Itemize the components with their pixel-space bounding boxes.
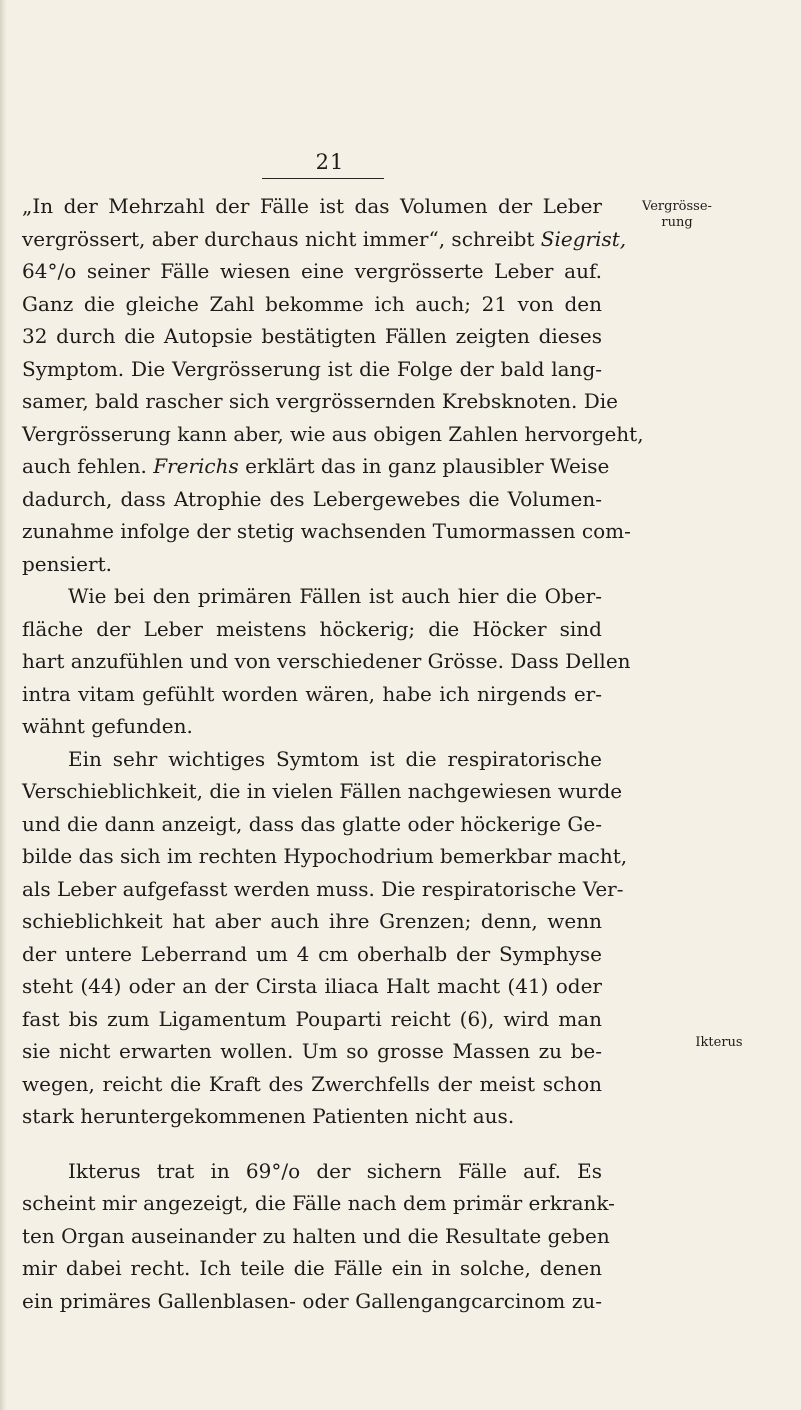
text-line: Vergrösserung kann aber, wie aus obigen Zahlen hervorgeht,	[22, 421, 644, 446]
text-line: sie nicht erwarten wollen. Um so grosse Massen zu be-	[22, 1039, 602, 1063]
text-line: samer, bald rascher sich vergrössernden Krebsknoten. Die	[22, 389, 618, 413]
author-name-frerichs: Frerichs	[153, 454, 239, 478]
text-line: stark heruntergekommenen Patienten nicht aus.	[22, 1104, 515, 1128]
text-line: wähnt gefunden.	[22, 714, 193, 738]
margin-note-vergroesserung	[622, 199, 732, 231]
text-line: Symptom. Die Vergrösserung ist die Folge der bald lang-	[22, 356, 602, 381]
page-number: 21	[315, 150, 345, 174]
text-line: Wie bei den primären Fällen ist auch hier die Ober-	[68, 584, 602, 608]
text-line: steht (44) oder an der Cirsta iliaca Halt macht (41) oder	[22, 974, 602, 998]
text-line: fast bis zum Ligamentum Pouparti reicht (6), wird man	[22, 1006, 602, 1031]
text-segment: auch fehlen.	[22, 454, 154, 478]
text-line: Verschieblichkeit, die in vielen Fällen nachgewiesen wurde	[22, 779, 623, 803]
text-segment: vergrössert, aber durchaus nicht immer“, schreibt	[22, 226, 541, 251]
text-line: ten Organ auseinander zu halten und die Resultate geben	[22, 1223, 610, 1248]
page-edge	[0, 0, 7, 1410]
text-line: fläche der Leber meistens höckerig; die Höcker sind	[22, 616, 602, 641]
paragraph-verschieblichkeit	[22, 743, 628, 1133]
text-line: schieblichkeit hat aber auch ihre Grenzen; denn, wenn	[22, 909, 602, 933]
text-line: pensiert.	[22, 551, 112, 576]
text-line: wegen, reicht die Kraft des Zwerchfells der meist schon	[22, 1071, 602, 1096]
text-line: 32 durch die Autopsie bestätigten Fällen zeigten dieses	[22, 324, 602, 348]
text-line: „In der Mehrzahl der Fälle ist das Volumen der Leber	[22, 194, 602, 218]
text-line: als Leber aufgefasst werden muss. Die respiratorische Ver-	[22, 876, 624, 901]
text-line	[22, 223, 627, 256]
text-line: scheint mir angezeigt, die Fälle nach dem primär erkrank-	[22, 1191, 615, 1215]
margin-note-line: rung	[661, 215, 693, 230]
body-text	[22, 190, 644, 1317]
text-line: ein primäres Gallenblasen- oder Gallengangcarcinom zu-	[22, 1288, 602, 1313]
text-line: intra vitam gefühlt worden wären, habe ich nirgends er-	[22, 681, 602, 706]
paragraph-leber-volumen	[22, 190, 644, 580]
text-line: mir dabei recht. Ich teile die Fälle ein in solche, denen	[22, 1256, 602, 1280]
paragraph-oberflaeche	[22, 580, 631, 743]
text-line: dadurch, dass Atrophie des Lebergewebes die Volumen-	[22, 486, 602, 511]
author-name-siegrist: Siegrist,	[540, 226, 627, 251]
text-line: Ikterus trat in 69°/o der sichern Fälle auf. Es	[68, 1158, 602, 1183]
margin-note-ikterus: Ikterus	[695, 1035, 743, 1050]
paragraph-ikterus	[22, 1155, 615, 1318]
text-line: hart anzufühlen und von verschiedener Grösse. Dass Dellen	[22, 649, 631, 673]
text-line: zunahme infolge der stetig wachsenden Tumormassen com-	[22, 519, 631, 543]
text-line: 64°/o seiner Fälle wiesen eine vergrösserte Leber auf.	[22, 259, 602, 283]
margin-note-line: Vergrösse-	[642, 199, 712, 214]
text-line: Ganz die gleiche Zahl bekomme ich auch; 21 von den	[22, 291, 602, 316]
paragraph-gap	[22, 1133, 602, 1155]
page-number-rule	[262, 178, 384, 179]
text-line	[22, 450, 610, 483]
text-line: Ein sehr wichtiges Symtom ist die respiratorische	[68, 746, 602, 771]
text-line: bilde das sich im rechten Hypochodrium bemerkbar macht,	[22, 844, 628, 868]
text-line: der untere Leberrand um 4 cm oberhalb der Symphyse	[22, 941, 602, 966]
text-line: und die dann anzeigt, dass das glatte oder höckerige Ge-	[22, 811, 602, 836]
text-segment: erklärt das in ganz plausibler Weise	[238, 454, 610, 478]
